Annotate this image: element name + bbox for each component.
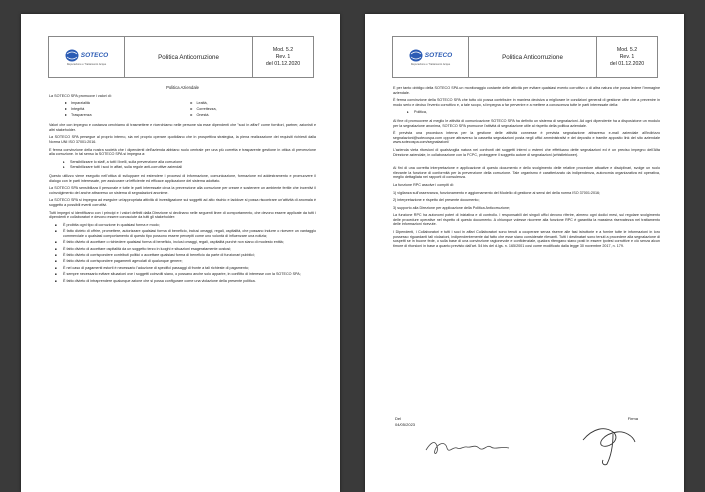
- logo-globe-icon: [65, 49, 80, 62]
- paragraph: E ferma convinzione della nostra società che i dipendenti dell'azienda abbiano ruolo centrale per una più corretta e trasparente gestione in ottica di prevenzione alla corruzione. In tal senso la SOTECO SPA si impegna a:: [49, 147, 316, 157]
- page-header: [392, 36, 658, 78]
- revision-number: Rev. 1: [275, 53, 291, 60]
- paragraph: I Dipendenti, i Collaboratori e tutti i soci in affari Collaboratori sono tenuti a cooperare senza riserve alle fasi istruttorie e a fornire tutte le informazioni in loro possesso riguardanti tali violazioni, indipendentemente dal fatto che esse siano considerate rilevanti. Tutti i destinatari sono tenuti a procedere alla segnalazione di sospetti se in buone fede, o sulla base di una convinzione ragionevole e confidenziale, qualora ritengano siano posti in essere ipotesi corruttive e ciò senza alcun timore di ritorsioni in base a quanto previsto dall'art. 54 bis del d.lgs. n. 165/2001 così come modificato dalla legge 30 novembre 2017, n. 179.: [393, 230, 660, 248]
- list-item: ▸ Politica,: [407, 110, 660, 115]
- value-item: ▸ Correttezza,: [191, 107, 317, 112]
- document-revision-box: [253, 37, 313, 77]
- value-item: ▸ Integrità: [65, 107, 191, 112]
- date-value: 04/05/2023: [395, 422, 416, 427]
- page-2-body: [393, 86, 660, 251]
- document-page-2: [365, 14, 684, 492]
- document-title: Politica Anticorruzione: [125, 37, 253, 77]
- commitment-item: ▸ Sensibilizzare lo staff, a tutti i livelli, sulla prevenzione alla corruzione: [63, 160, 316, 165]
- paragraph: Tutti impegni si identificano con i principi e i valori definiti dalla Direzione si declinano nelle seguenti linee di comportamento, che devono essere applicate da tutti i dipendenti e collaboratori e devono essere conosciute da tutti gli stakeholder:: [49, 210, 316, 220]
- handwritten-signature-right: [573, 420, 643, 468]
- document-title: Politica Anticorruzione: [469, 37, 597, 77]
- paragraph: E per tanto obbligo della SOTECO SPA un monitoraggio costante delle attività per evitare qualsiasi evento corruttivo o di altra natura che possa ledere l'immagine aziendale.: [393, 86, 660, 95]
- paragraph: Ai fini di una corretta interpretazione e applicazione di questo documento e dello svolgimento delle relative procedure attuative e disciplinari, svolge un ruolo rilevante la funzione di conformità per la prevenzione della corruzione. Tale organismo è caratterizzato da indipendenza, autonomia organizzativa ed operativa, meglio dettagliata nei rapporti di consulenza.: [393, 166, 660, 180]
- logo-tagline: Depurazione e Trattamento Acque: [66, 62, 107, 66]
- revision-date: del 01.12.2020: [265, 60, 301, 67]
- list-item: ■ È fatto divieto di corrispondere contributi politici o accettare qualsiasi forma di beneficio da parte di funzionari pubblici;: [55, 253, 316, 258]
- logo-globe-icon: [409, 49, 424, 62]
- list-item: ■ È fatto divieto di intraprendere qualunque azione che si possa configurare come una violazione della presente politica.: [55, 279, 316, 284]
- mod-number: Mod. 5.2: [616, 46, 638, 53]
- signature-label: Firma: [627, 416, 638, 421]
- paragraph: Questo utilizzo viene eseguito nell'ottica di sviluppare ed estendere i processi di informazione, comunicazione, formazione ed addestramento e promuovere il dialogo con le parti interessate, per assicurare un'efficiente ed efficace applicazione del sistema adottato.: [49, 174, 316, 183]
- list-item: ■ È proibita ogni tipo di corruzione in qualsiasi forma e modo;: [55, 223, 316, 228]
- section-heading: Politica Aziendale: [166, 85, 199, 90]
- paragraph: La funzione RPC ha autonomi poteri di iniziativa e di controllo. I responsabili dei singoli uffici devono riferire, almeno ogni dodici mesi, sul regolare svolgimento delle procedure operative nel rispetto di questo documento. A chiunque volesse ricorrere alla funzione RPC è garantita la massima riservatezza nel trattamento delle informazioni ricevute.: [393, 213, 660, 227]
- mod-number: Mod. 5.2: [272, 46, 294, 53]
- logo-name: SOTECO: [424, 51, 453, 59]
- task-item: 2) interpretazione e rispetto del presente documento;: [393, 198, 480, 203]
- list-item: ■ È nel caso di pagamenti estorti è necessario l'adozione di specifici passaggi di fronte a tali richieste di pagamento;: [55, 266, 316, 271]
- policy-bullet-list: [407, 110, 660, 115]
- company-logo: [49, 37, 125, 77]
- commitments-list: [63, 160, 316, 170]
- values-column-left: [65, 101, 191, 119]
- paragraph: È ferma convinzione della SOTECO SPA che tutto ciò possa contribuire in maniera decisiva a migliorare le condizioni generali di gestione oltre che a prevenire in modo serio e deciso l'evento corruttivo e, a tale scopo, si impegna a far pervenire e a mettere a conoscenza tutte le parti interessate della:: [393, 98, 660, 107]
- paragraph: La SOTECO SPA sensibilizza il personale e tutte le parti interessate circa la prevenzione alla corruzione per creare e sostenere un ambiente fertile che incentivi il coinvolgimento del anche attraverso un sistema di segnalazioni anonime.: [49, 186, 316, 195]
- handwritten-signature-left: [423, 432, 513, 462]
- values-column-right: [191, 101, 317, 119]
- conduct-rules-list: [55, 223, 316, 283]
- document-revision-box: [597, 37, 657, 77]
- task-item: 1) vigilanza sull'osservanza, funzionamento e aggiornamento del Modello di gestione ai sensi del della norma ISO 37001:2016;: [393, 190, 601, 195]
- logo-tagline: Depurazione e Trattamento Acque: [410, 62, 451, 66]
- value-item: ▸ Trasparenza: [65, 113, 191, 118]
- paragraph: L'azienda vieta ritorsioni di qualsivoglia natura nei confronti dei soggetti interni o esterni che effettuano dette segnalazioni ed è un preciso impegno dell'Alta Direzione aziendale, in collaborazione con la FCPC, proteggere il soggetto autore di segnalazioni (whistleblower).: [393, 147, 660, 157]
- list-item: ■ È fatto divieto di offrire, promettere, autorizzare qualsiasi forma di beneficio, inclusi omaggi, regali, ospitalità, che possano indurre o ricevere un vantaggio commerciale o qualsiasi comportamento di questo tipo possono essere percepiti come uno volontà di influenzare una notizia;: [55, 229, 316, 238]
- revision-number: Rev. 1: [619, 53, 635, 60]
- values-list: [65, 101, 316, 119]
- rpc-tasks-list: [393, 191, 660, 211]
- paragraph: La SOTECO SPA si impegna ad eseguire un'appropriata attività di investigazione sui soggetti ad alto rischio e laddove si possa riscontrare un'attività di anomala è soggetto a possibili eventi corruttivi.: [49, 198, 316, 208]
- paragraph: La funzione RPC assolve i compiti di:: [393, 182, 454, 187]
- task-item: 3) supporto alla Direzione per applicazione della Politica Anticorruzione;: [393, 205, 511, 210]
- paragraph: La SOTECO SPA persegue al proprio interno, sia nel proprio operare quotidiano che in prospettiva strategica, la piena realizzazione dei requisiti richiesti dalla Norma UNI ISO 37001:2016.: [49, 135, 316, 144]
- list-item: ■ È fatto divieto di accettare ospitalità da un soggetto terzo in luoghi e situazioni esageratamente costosi;: [55, 247, 316, 252]
- value-item: ▸ Onestà.: [191, 113, 317, 118]
- company-logo: [393, 37, 469, 77]
- list-item: ■ È sempre necessario evitare situazioni ove i soggetti coinvolti siano, o possano anche solo apparire, in conflitto di interesse con la SOTECO SPA;: [55, 272, 316, 277]
- list-item: ■ È fatto divieto di accettare o richiedere qualsiasi forma di beneficio, inclusi omaggi, regali, ospitalità purché non siano di modesto entità;: [55, 240, 316, 245]
- paragraph: È prevista una procedura interna per la gestione delle attività connesse è prevista segnalazione attraverso e-mail aziendale all'indirizzo segnalazioni@sotecospa.com oppure attraverso la cassetta segnalazioni posta negli uffici amministrativi e del deposito e tramite apposito link del sito aziendale www.sotecospa.com/segnalazioni/: [393, 131, 660, 145]
- value-item: ▸ Lealtà,: [191, 101, 317, 106]
- value-item: ▸ Imparzialità: [65, 101, 191, 106]
- page-1-body: [49, 86, 316, 285]
- revision-date: del 01.12.2020: [609, 60, 645, 67]
- intro-text: La SOTECO SPA promuove i valori di:: [49, 93, 112, 98]
- logo-name: SOTECO: [80, 51, 109, 59]
- paragraph: Valori che con impegno e costanza cerchiamo di trasmettere e ricerchiamo nelle persone sia esse dipendenti che "soci in affari" come fornitori, partner, azionisti e altri stakeholder.: [49, 123, 316, 132]
- list-item: ■ È fatto divieto di corrispondere pagamenti agevolati di qualunque genere;: [55, 259, 316, 264]
- document-page-1: [21, 14, 340, 492]
- commitment-item: ▸ Sensibilizzare tutti i soci in affari, sulla regole anti-corruttive aziendali: [63, 165, 316, 170]
- date-label: Del: [395, 416, 402, 421]
- paragraph: Al fine di promuovere al meglio le attività di comunicazione SOTECO SPA ha definito un sistema di segnalazioni. Ad ogni dipendente ha a disposizione un modulo per la segnalazione anonima, SOTECO SPA promuove l'attività di segnalazione utile al rispetto della politica aziendale.: [393, 118, 660, 128]
- signature-block: [393, 416, 660, 476]
- page-header: [48, 36, 314, 78]
